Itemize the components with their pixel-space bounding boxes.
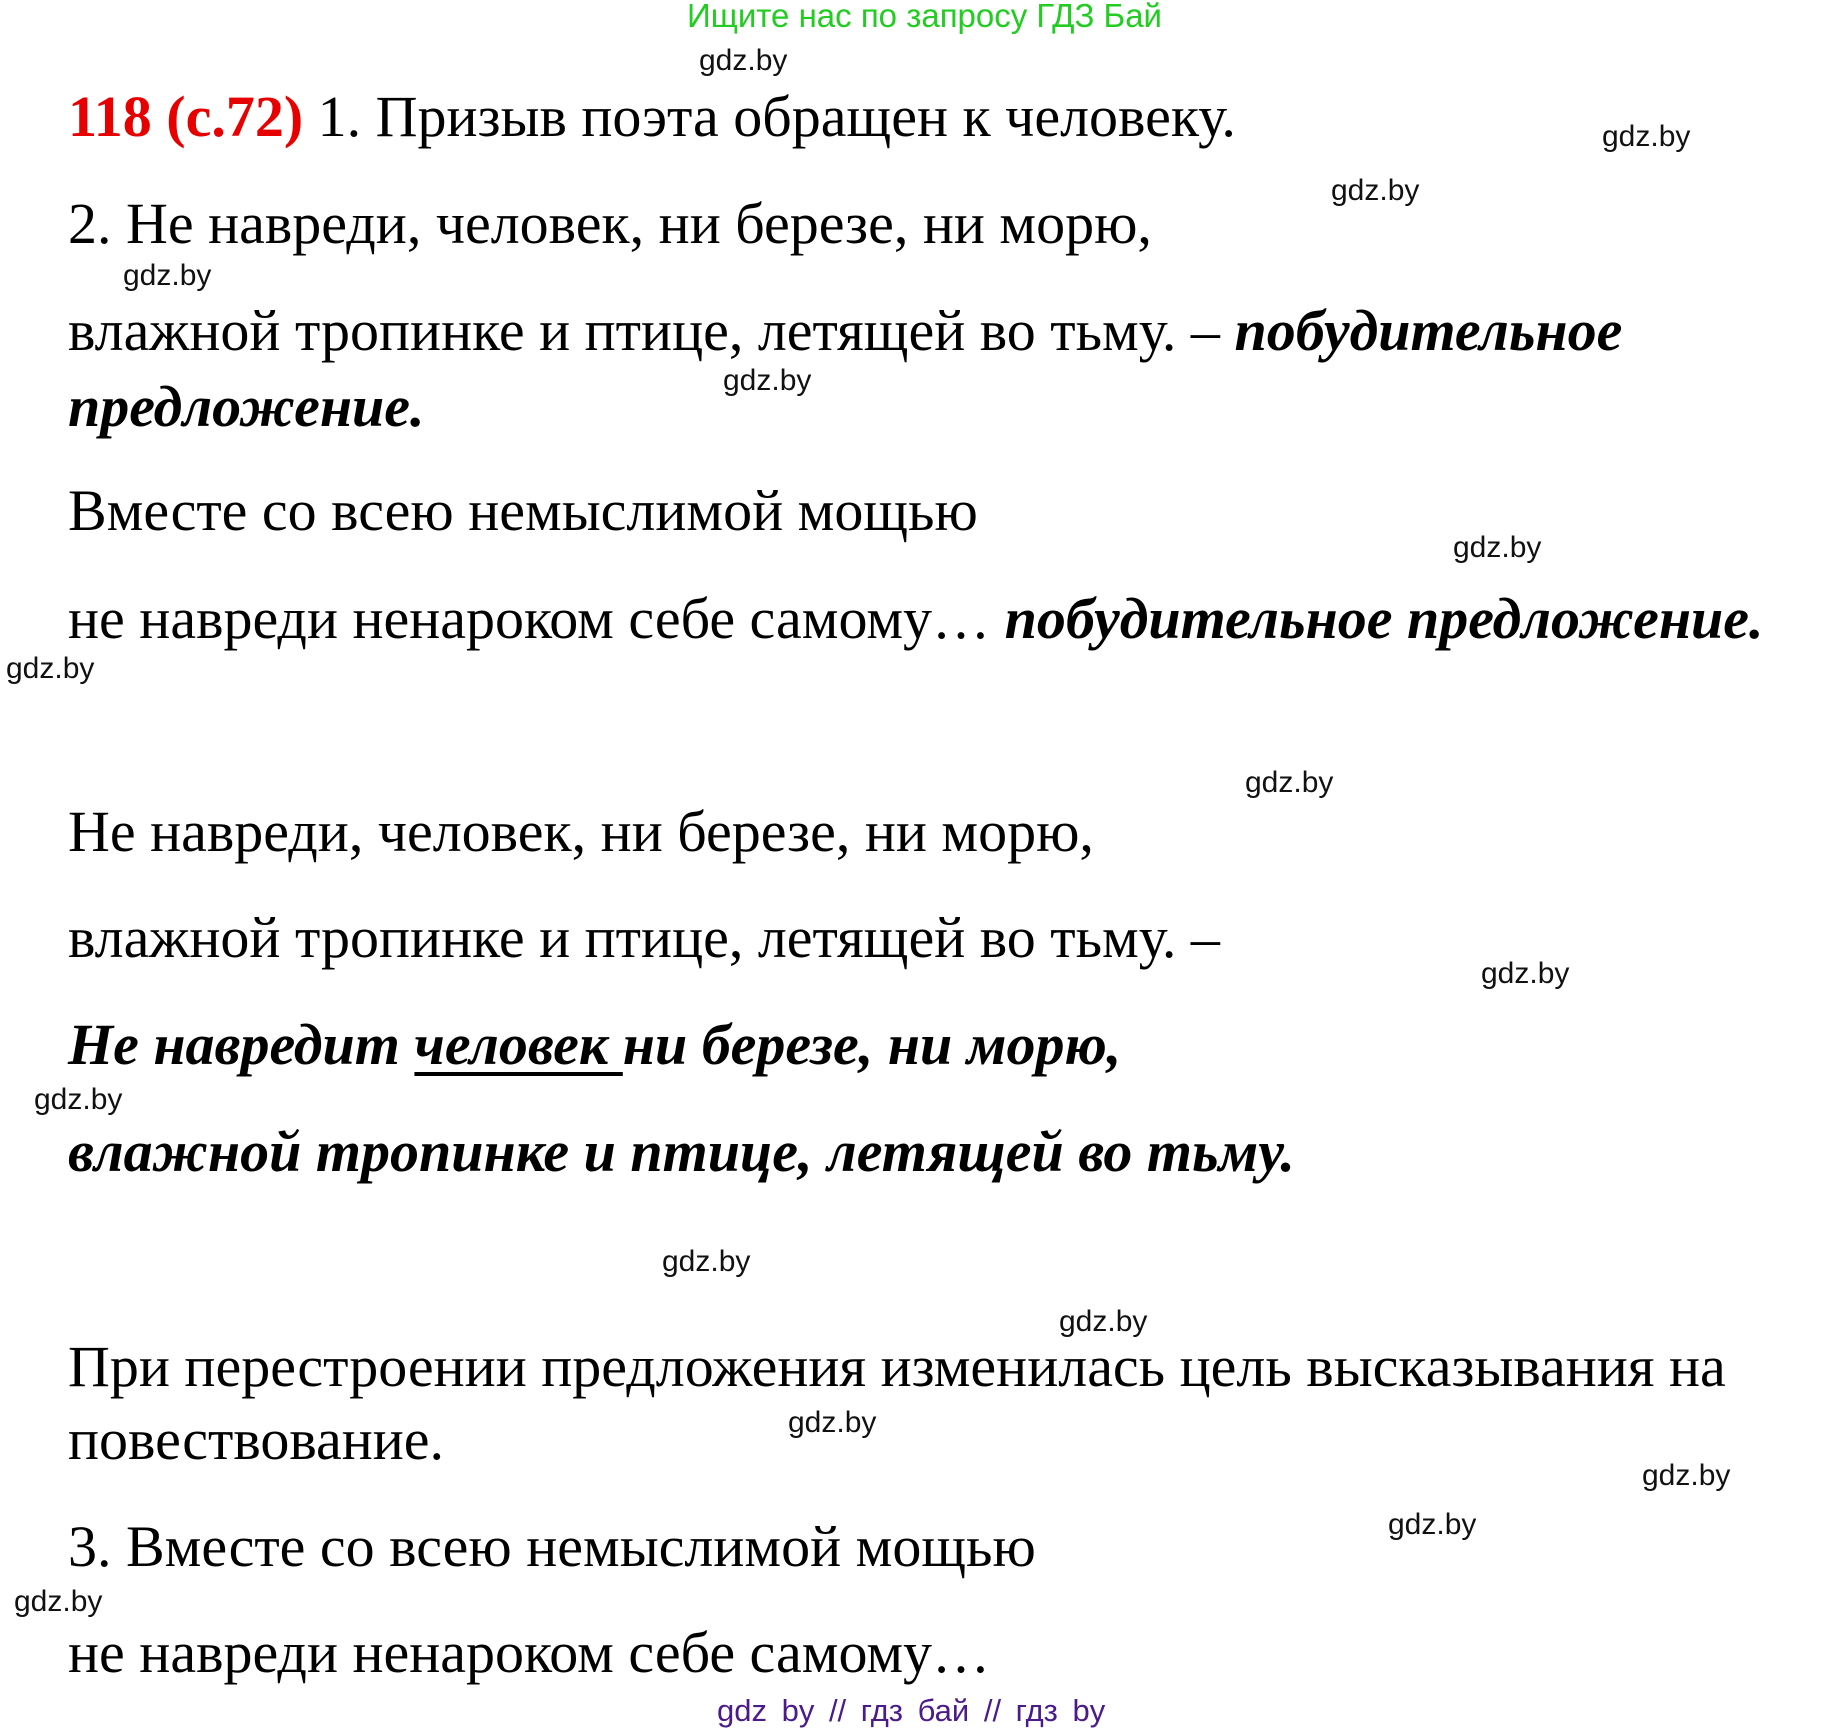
search-hint-banner: Ищите нас по запросу ГДЗ Бай bbox=[687, 0, 1162, 34]
rewrite-new-line-1-part1: Не навредит bbox=[68, 1012, 415, 1077]
watermark: gdz.by bbox=[662, 1245, 751, 1278]
watermark: gdz.by bbox=[788, 1406, 877, 1439]
verse-2-line-2-text: не навреди ненароком себе самому… bbox=[68, 586, 1005, 651]
subject-underlined: человек bbox=[414, 1012, 623, 1077]
footer-watermark: gdz by // гдз бай // гдз by bbox=[717, 1693, 1106, 1728]
verse-2-line-2 bbox=[68, 586, 1764, 651]
sentence-type-label: побудительное предложение. bbox=[1004, 586, 1764, 651]
watermark: gdz.by bbox=[1388, 1508, 1477, 1541]
exercise-item-1 bbox=[68, 84, 1236, 149]
watermark: gdz.by bbox=[1245, 766, 1334, 799]
rewrite-original-line-2: влажной тропинке и птице, летящей во тьму. – bbox=[68, 905, 1220, 970]
verse-2-line-1: Вместе со всею немыслимой мощью bbox=[68, 478, 978, 543]
conclusion-line-1: При перестроении предложения изменилась цель высказывания на bbox=[68, 1334, 1726, 1399]
watermark: gdz.by bbox=[1642, 1459, 1731, 1492]
sentence-type-label: побудительное bbox=[1234, 298, 1623, 363]
item-2-line-1: 2. Не навреди, человек, ни березе, ни морю, bbox=[68, 191, 1152, 256]
exercise-number: 118 (с.72) bbox=[68, 84, 304, 149]
watermark: gdz.by bbox=[699, 44, 788, 77]
rewrite-new-line-1 bbox=[68, 1012, 1122, 1077]
item-2-line-2 bbox=[68, 298, 1623, 363]
watermark: gdz.by bbox=[1602, 120, 1691, 153]
conclusion-line-2: повествование. bbox=[68, 1407, 445, 1472]
rewrite-new-line-1-part2: ни березе, ни морю, bbox=[622, 1012, 1122, 1077]
watermark: gdz.by bbox=[1453, 531, 1542, 564]
watermark: gdz.by bbox=[723, 364, 812, 397]
watermark: gdz.by bbox=[1481, 957, 1570, 990]
watermark: gdz.by bbox=[14, 1585, 103, 1618]
rewrite-original-line-1: Не навреди, человек, ни березе, ни морю, bbox=[68, 799, 1094, 864]
watermark: gdz.by bbox=[6, 652, 95, 685]
watermark: gdz.by bbox=[123, 259, 212, 292]
item-1-text: 1. Призыв поэта обращен к человеку. bbox=[317, 84, 1236, 149]
sentence-type-label-cont: предложение. bbox=[68, 374, 425, 439]
watermark: gdz.by bbox=[1331, 174, 1420, 207]
item-2-line-2-text: влажной тропинке и птице, летящей во тьму. – bbox=[68, 298, 1235, 363]
watermark: gdz.by bbox=[34, 1083, 123, 1116]
item-3-line-2: не навреди ненароком себе самому… bbox=[68, 1620, 991, 1685]
rewrite-new-line-2: влажной тропинке и птице, летящей во тьму. bbox=[68, 1119, 1295, 1184]
item-3-line-1: 3. Вместе со всею немыслимой мощью bbox=[68, 1514, 1036, 1579]
watermark: gdz.by bbox=[1059, 1305, 1148, 1338]
